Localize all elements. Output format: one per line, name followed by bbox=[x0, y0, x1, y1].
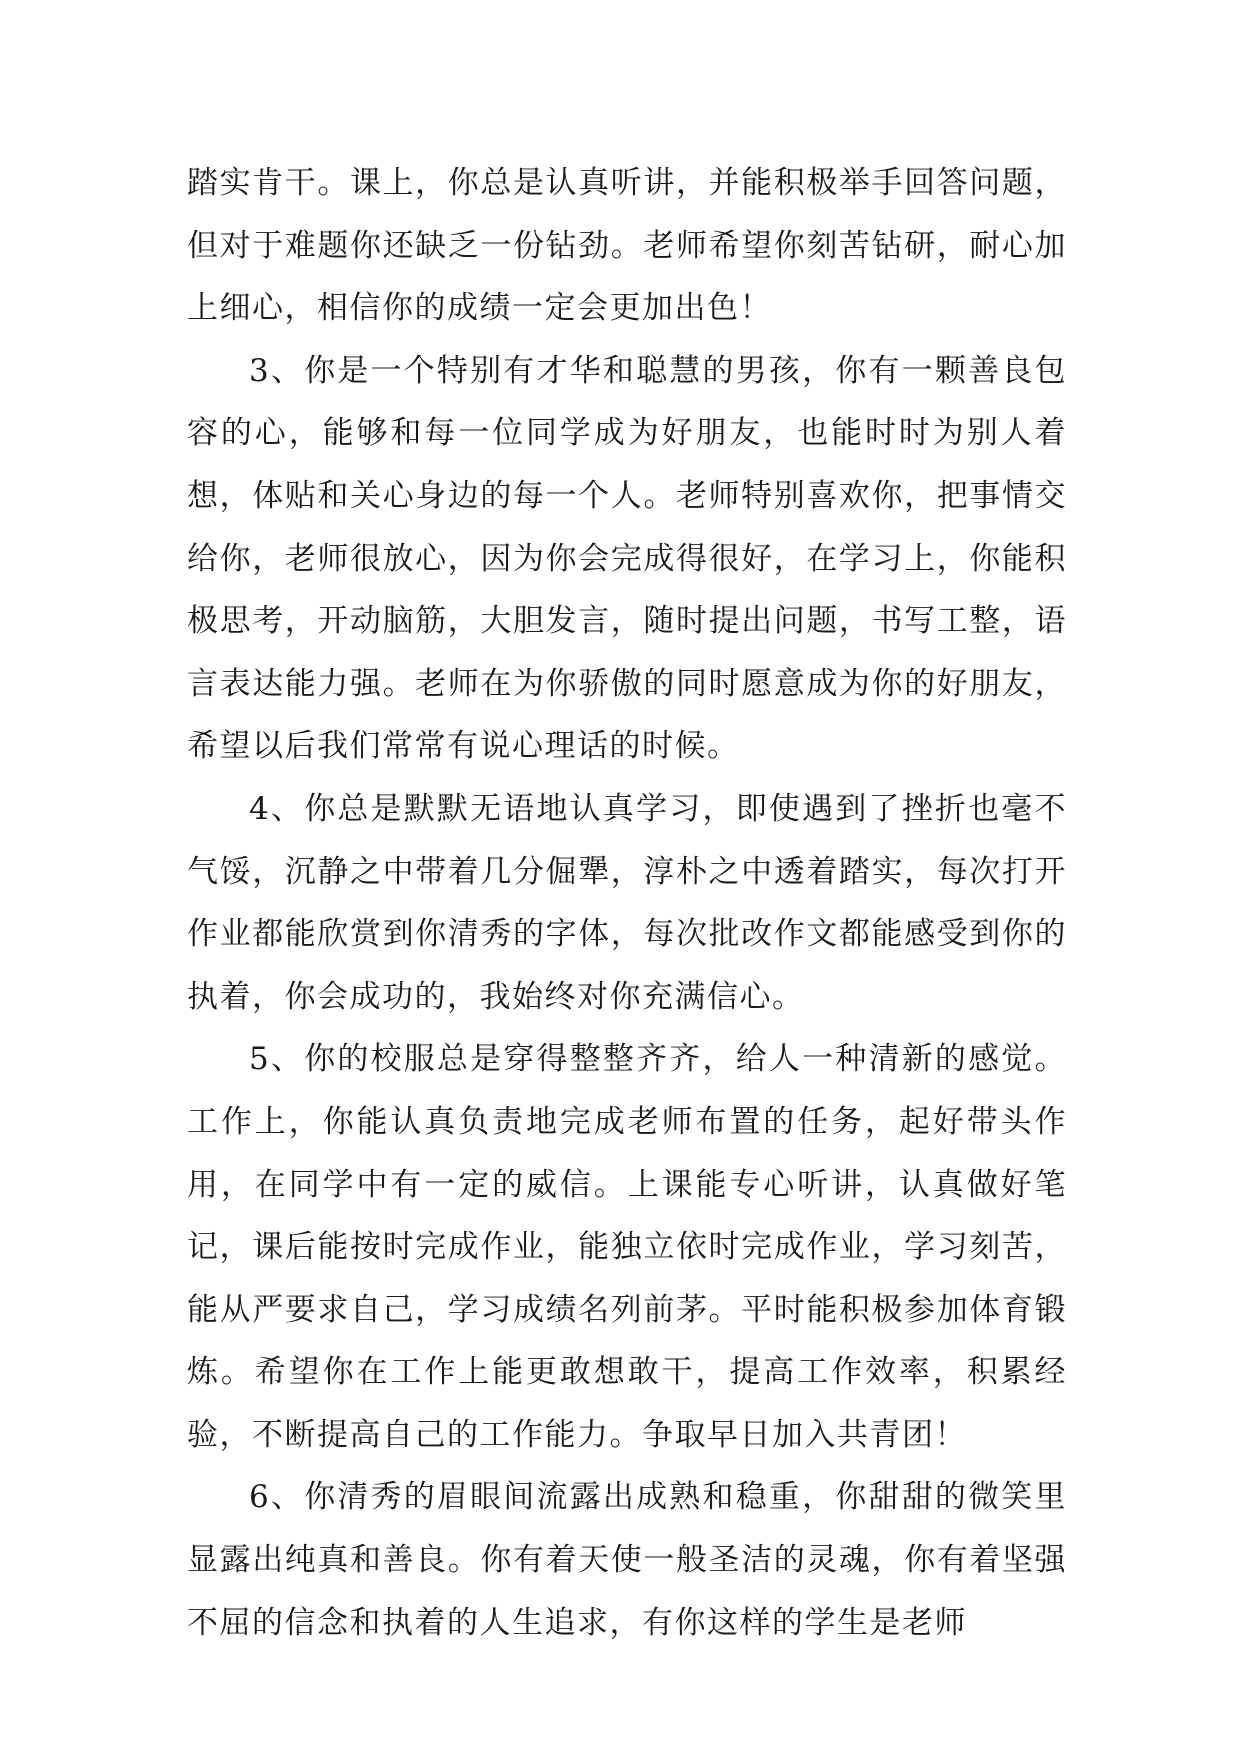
paragraph-comment-5: 5、你的校服总是穿得整整齐齐，给人一种清新的感觉。工作上，你能认真负责地完成老师布置的任务，起好带头作用，在同学中有一定的威信。上课能专心听讲，认真做好笔记，课后能按时完成作业，能独立依时完成作业，学习刻苦，能从严要求自己，学习成绩名列前茅。平时能积极参加体育锻炼。希望你在工作上能更敢想敢干，提高工作效率，积累经验，不断提高自己的工作能力。争取早日加入共青团！ bbox=[187, 1041, 1067, 1453]
paragraph-comment-4: 4、你总是默默无语地认真学习，即使遇到了挫折也毫不气馁，沉静之中带着几分倔犟，淳朴之中透着踏实，每次打开作业都能欣赏到你清秀的字体，每次批改作文都能感受到你的执着，你会成功的，我始终对你充满信心。 bbox=[187, 790, 1067, 1015]
paragraph-comment-3: 3、你是一个特别有才华和聪慧的男孩，你有一颗善良包容的心，能够和每一位同学成为好朋友，也能时时为别人着想，体贴和关心身边的每一个人。老师特别喜欢你，把事情交给你，老师很放心，因为你会完成得很好，在学习上，你能积极思考，开动脑筋，大胆发言，随时提出问题，书写工整，语言表达能力强。老师在为你骄傲的同时愿意成为你的好朋友，希望以后我们常常有说心理话的时候。 bbox=[187, 352, 1067, 765]
document-body bbox=[187, 152, 1067, 1654]
paragraph-continuation: 踏实肯干。课上，你总是认真听讲，并能积极举手回答问题，但对于难题你还缺乏一份钻劲。老师希望你刻苦钻研，耐心加上细心，相信你的成绩一定会更加出色！ bbox=[187, 165, 1067, 327]
paragraph-comment-6: 6、你清秀的眉眼间流露出成熟和稳重，你甜甜的微笑里显露出纯真和善良。你有着天使一般圣洁的灵魂，你有着坚强不屈的信念和执着的人生追求，有你这样的学生是老师 bbox=[187, 1479, 1067, 1641]
